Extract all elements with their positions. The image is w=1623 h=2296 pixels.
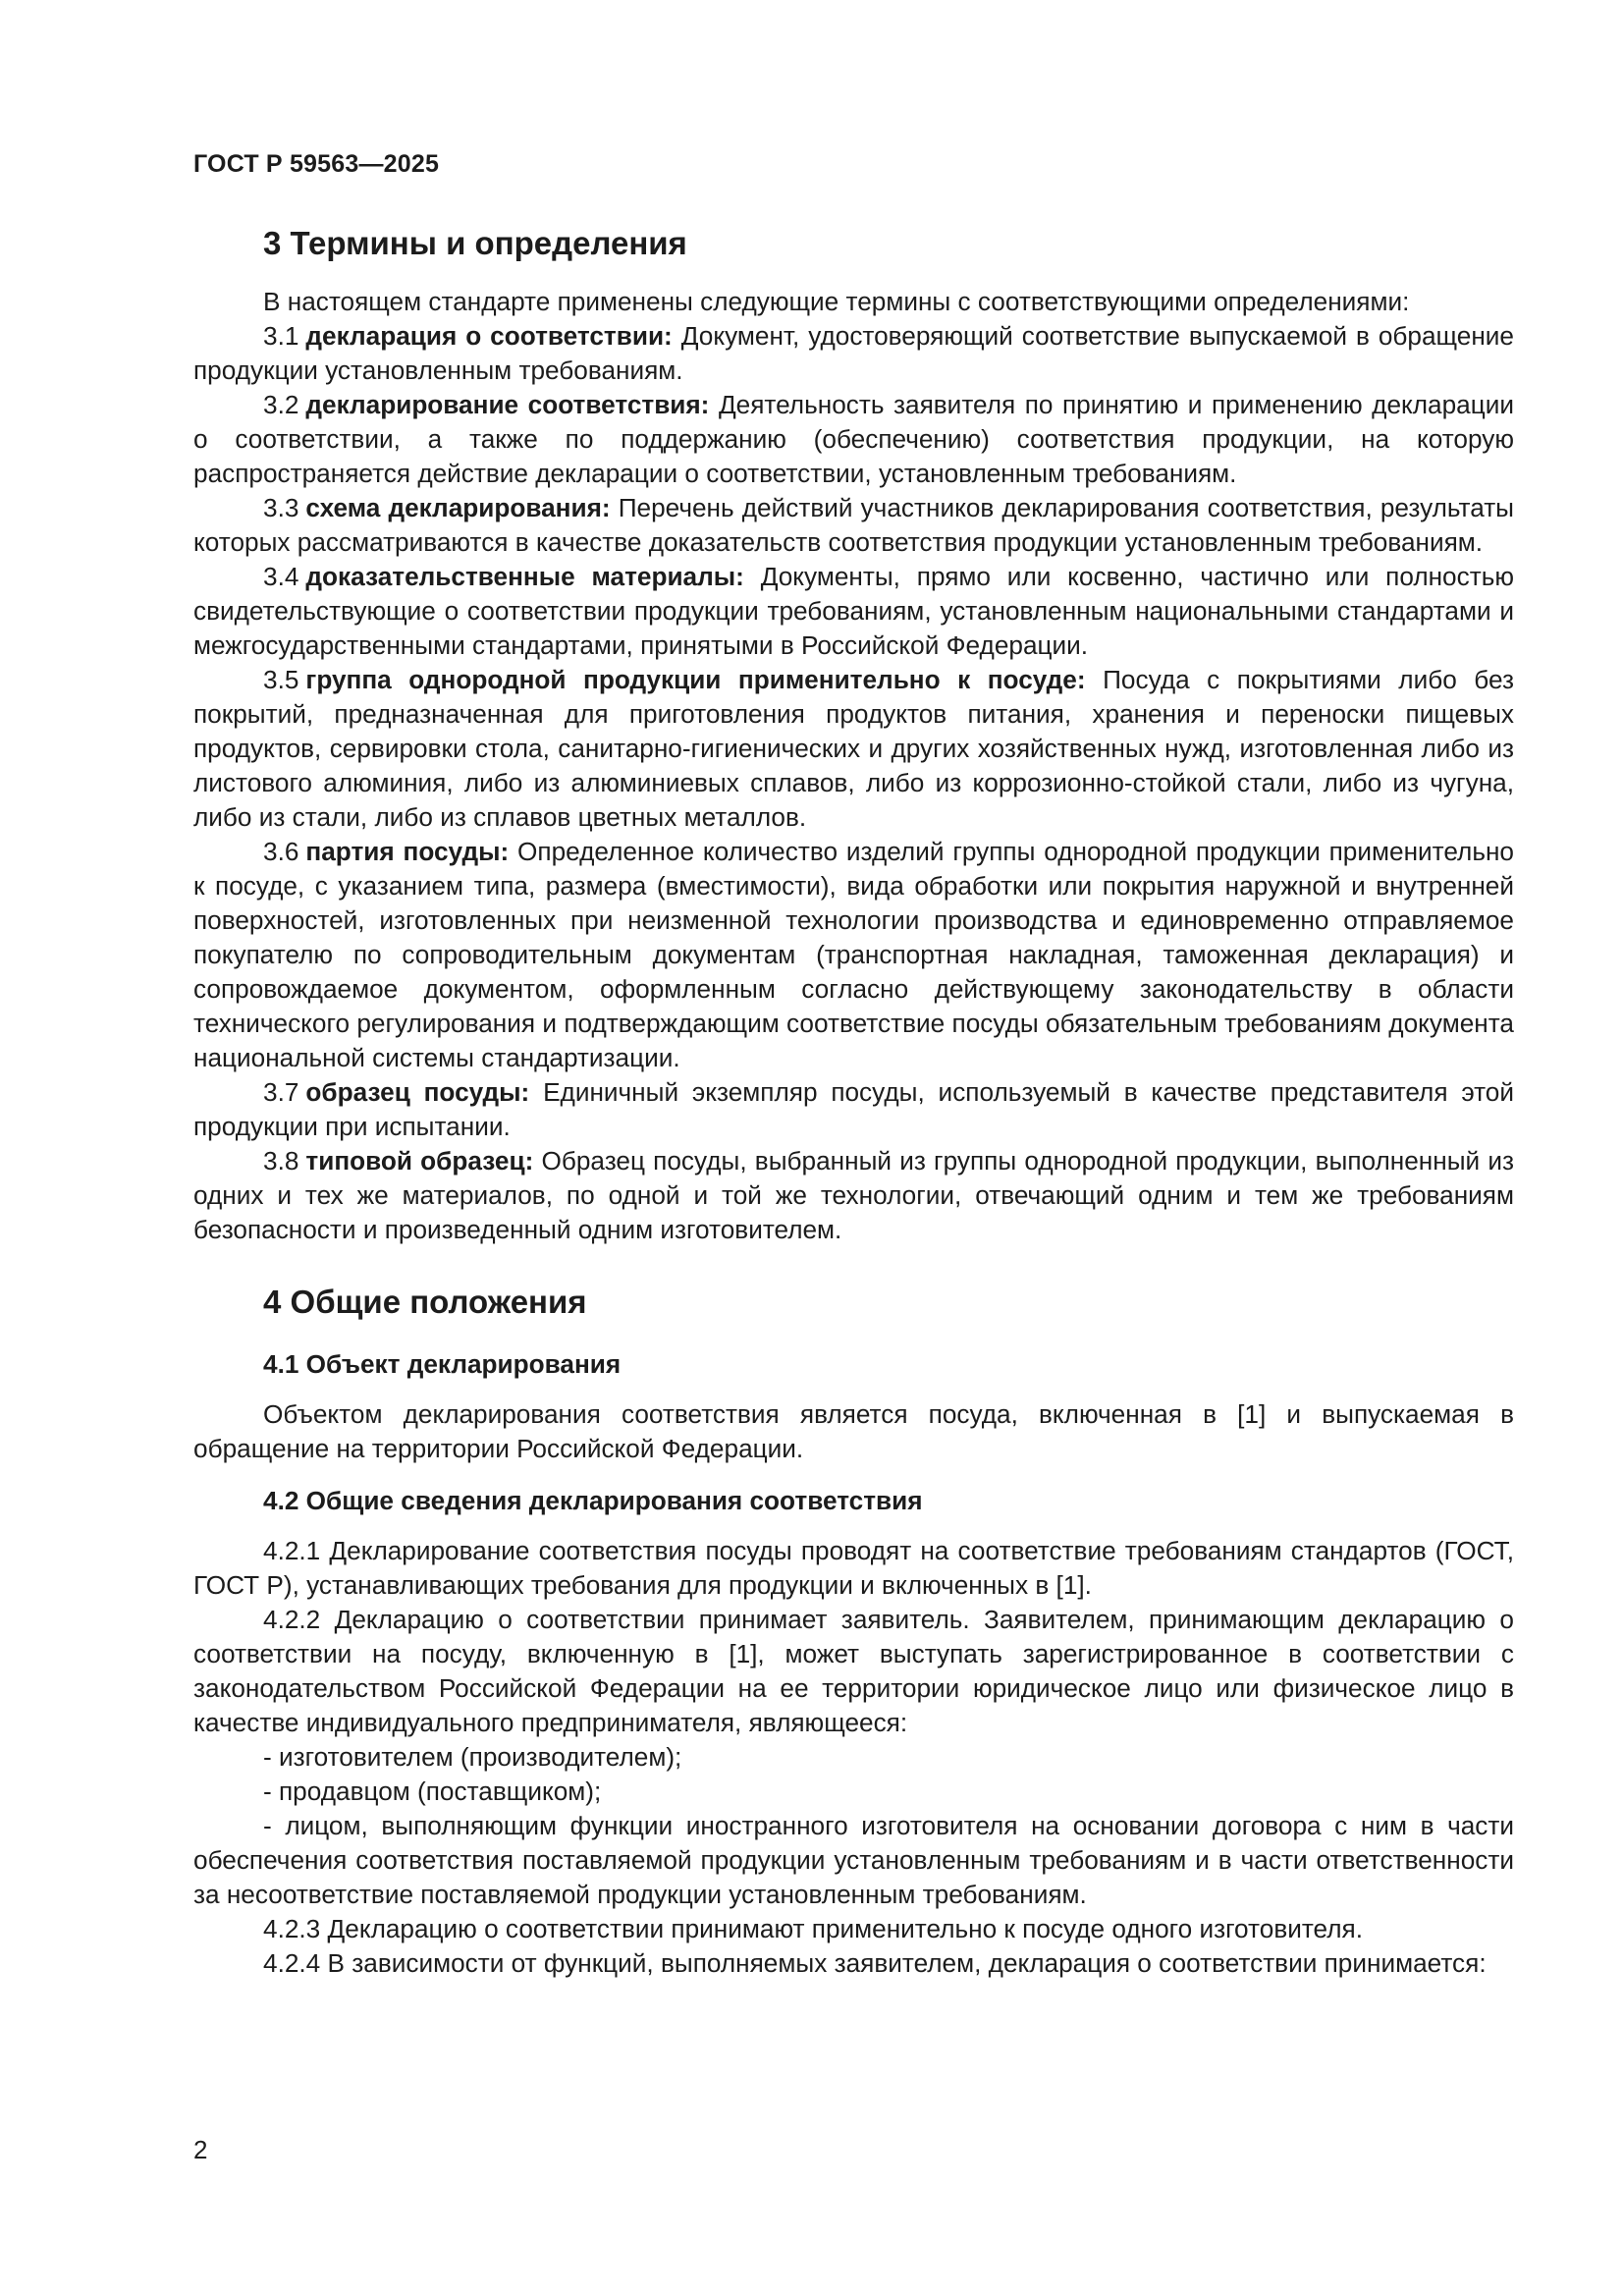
document-body [193, 224, 1514, 1981]
term-name: схема декларирования: [305, 493, 611, 522]
term-definition: Посуда с покрытиями либо без покрытий, предназначенная для приготовления продуктов питания, хранения и переноски пищевых продуктов, сервировки стола, санитарно-гигиенических и других хозяйственных нужд, изготовленная либо из листового алюминия, либо из алюминиевых сплавов, либо из коррозионно-стойкой стали, либо из чугуна, либо из стали, либо из сплавов цветных металлов. [193, 665, 1514, 832]
term-name: доказательственные материалы: [305, 562, 744, 591]
term-definition: Деятельность заявителя по принятию и применению декларации о соответствии, а также по поддержанию (обеспечению) соответствия продукции, на которую распространяется действие декларации о соответствии, установленным требованиям. [193, 390, 1514, 488]
term-3-7 [193, 1075, 1514, 1144]
term-3-6 [193, 835, 1514, 1075]
subsection-4-2-heading: 4.2 Общие сведения декларирования соответствия [263, 1486, 923, 1515]
list-item: - изготовителем (производителем); [263, 1742, 682, 1772]
section-3-intro: В настоящем стандарте применены следующие термины с соответствующими определениями: [263, 287, 1410, 316]
page-number: 2 [193, 2135, 208, 2164]
term-3-5 [193, 663, 1514, 835]
term-3-4 [193, 560, 1514, 663]
term-number: 3.7 [263, 1077, 299, 1107]
term-number: 3.6 [263, 837, 299, 866]
paragraph-4-2-2: 4.2.2 Декларацию о соответствии принимает заявитель. Заявителем, принимающим декларацию о соответствии на посуду, включенную в [1], может выступать зарегистрированное в соответствии с законодательством Российской Федерации на ее территории юридическое лицо или физическое лицо в качестве индивидуального предпринимателя, являющееся: [193, 1605, 1514, 1737]
subsection-4-1-text: Объектом декларирования соответствия является посуда, включенная в [1] и выпускаемая в обращение на территории Российской Федерации. [193, 1399, 1514, 1463]
term-name: образец посуды: [305, 1077, 530, 1107]
term-definition: Перечень действий участников декларирования соответствия, результаты которых рассматриваются в качестве доказательств соответствия продукции установленным требованиям. [193, 493, 1515, 557]
section-3-heading: 3 Термины и определения [263, 225, 687, 261]
term-number: 3.5 [263, 665, 299, 694]
term-number: 3.4 [263, 562, 299, 591]
term-definition: Определенное количество изделий группы однородной продукции применительно к посуде, с указанием типа, размера (вместимости), вида обработки или покрытия наружной и внутренней поверхностей, изготовленных при неизменной технологии производства и единовременно отправляемое покупателю по сопроводительным документам (транспортная накладная, таможенная декларация) и сопровождаемое документом, оформленным согласно действующему законодательству в области технического регулирования и подтверждающим соответствие посуды обязательным требованиям документа национальной системы стандартизации. [193, 837, 1515, 1072]
paragraph-4-2-1: 4.2.1 Декларирование соответствия посуды проводят на соответствие требованиям стандартов (ГОСТ, ГОСТ Р), устанавливающих требования для продукции и включенных в [1]. [193, 1536, 1514, 1600]
paragraph-4-2-3: 4.2.3 Декларацию о соответствии принимают применительно к посуде одного изготовителя. [263, 1914, 1363, 1943]
term-name: типовой образец: [305, 1146, 534, 1175]
term-3-1 [193, 319, 1514, 388]
term-number: 3.8 [263, 1146, 299, 1175]
term-number: 3.2 [263, 390, 299, 419]
document-code-header: ГОСТ Р 59563—2025 [193, 150, 440, 178]
subsection-4-1-heading: 4.1 Объект декларирования [263, 1349, 622, 1379]
section-4-heading: 4 Общие положения [263, 1284, 587, 1320]
term-definition: Документы, прямо или косвенно, частично или полностью свидетельствующие о соответствии продукции требованиям, установленным национальными стандартами и межгосударственными стандартами, принятыми в Российской Федерации. [193, 562, 1514, 660]
paragraph-4-2-4: 4.2.4 В зависимости от функций, выполняемых заявителем, декларация о соответствии принимается: [263, 1948, 1487, 1978]
list-item: - продавцом (поставщиком); [263, 1777, 602, 1806]
list-item: - лицом, выполняющим функции иностранного изготовителя на основании договора с ним в части обеспечения соответствия поставляемой продукции установленным требованиям и в части ответственности за несоответствие поставляемой продукции установленным требованиям. [193, 1811, 1514, 1909]
term-name: декларация о соответствии: [305, 321, 673, 351]
term-definition: Документ, удостоверяющий соответствие выпускаемой в обращение продукции установленным требованиям. [193, 321, 1514, 385]
term-name: партия посуды: [305, 837, 510, 866]
term-definition: Единичный экземпляр посуды, используемый в качестве представителя этой продукции при испытании. [193, 1077, 1514, 1141]
term-number: 3.1 [263, 321, 299, 351]
term-name: декларирование соответствия: [305, 390, 710, 419]
term-definition: Образец посуды, выбранный из группы однородной продукции, выполненный из одних и тех же материалов, по одной и той же технологии, отвечающий одним и тем же требованиям безопасности и произведенный одним изготовителем. [193, 1146, 1514, 1244]
term-name: группа однородной продукции применительно к посуде: [305, 665, 1086, 694]
term-3-3 [193, 491, 1514, 560]
term-3-8 [193, 1144, 1514, 1247]
term-3-2 [193, 388, 1514, 491]
term-number: 3.3 [263, 493, 299, 522]
